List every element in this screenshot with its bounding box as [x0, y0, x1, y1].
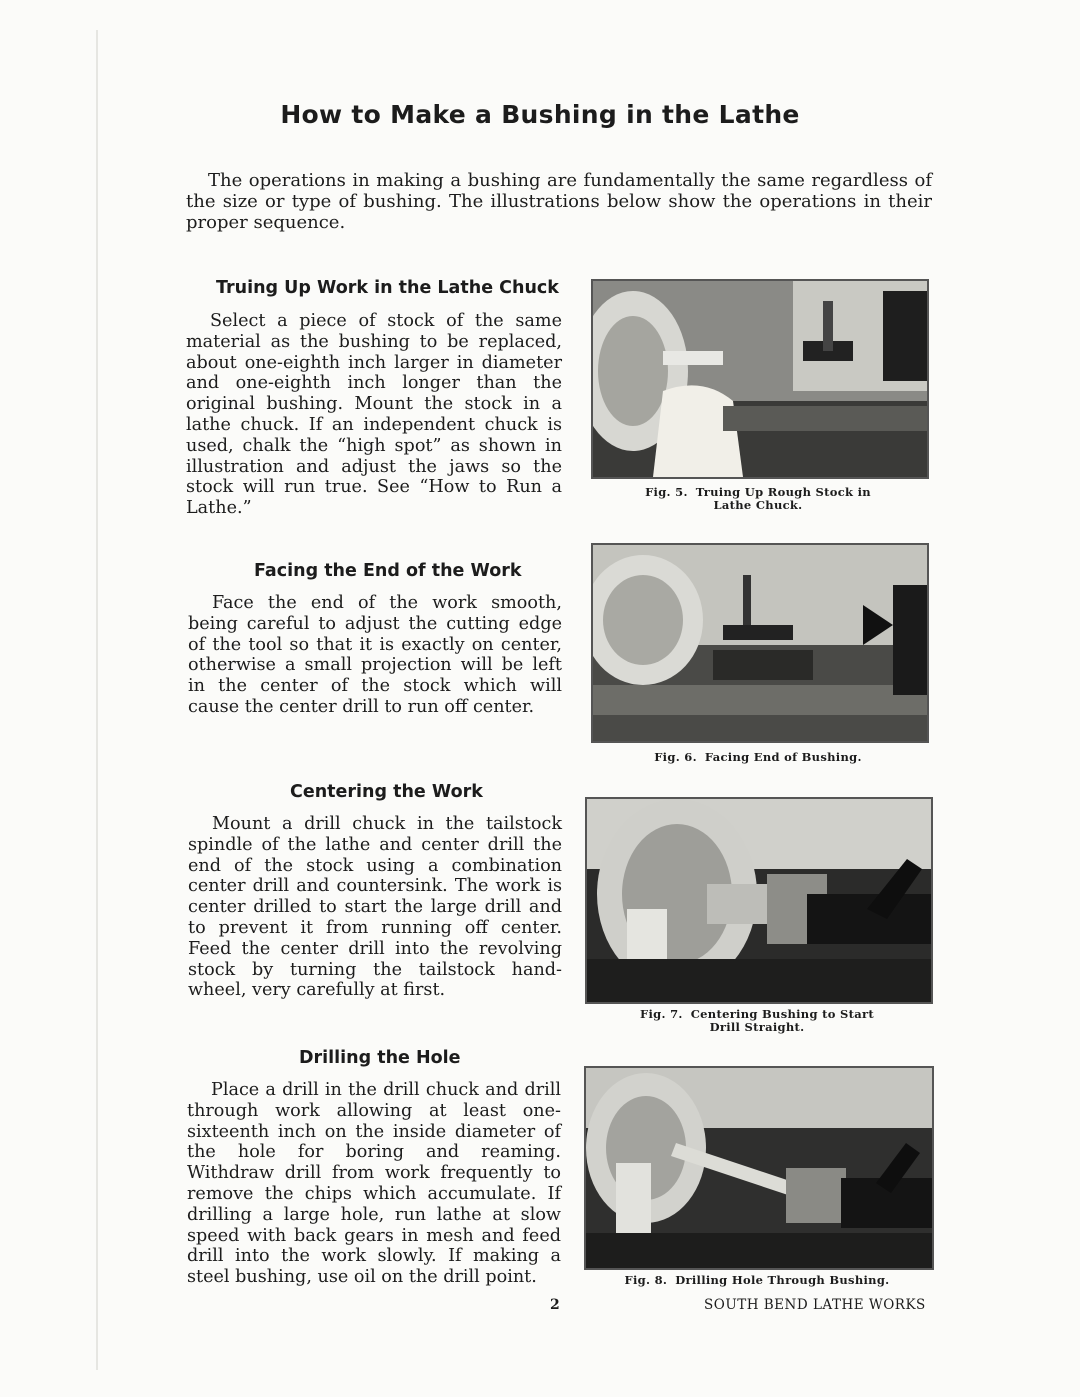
section-heading-facing: Facing the End of the Work [254, 561, 522, 581]
section-heading-drilling: Drilling the Hole [299, 1048, 461, 1068]
section-body-truing: Select a piece of stock of the same material as the bushing to be replaced, about one-eighth inch larger in diameter and one-eighth inch longer than the original bushing. Mount the stock in a lathe chuck. If an independent chuck is used, chalk the “high spot” as shown in illustration and adjust the jaws so the stock will run true. See “How to Run a Lathe.” [186, 311, 562, 519]
figure-6-caption-line1: Facing End of Bushing. [704, 750, 862, 764]
page-title: How to Make a Bushing in the Lathe [280, 100, 800, 129]
figure-7-number: Fig. 7. [640, 1007, 683, 1021]
page-edge [96, 30, 98, 1370]
section-body-facing: Face the end of the work smooth, being careful to adjust the cutting edge of the tool so that it is exactly on center, otherwise a small projection will be left in the center of the stock which will cause the center drill to run off center. [188, 593, 562, 717]
footer-publisher: SOUTH BEND LATHE WORKS [704, 1297, 926, 1313]
section-heading-truing: Truing Up Work in the Lathe Chuck [216, 278, 559, 298]
figure-7-caption-line2: Drill Straight. [709, 1020, 805, 1034]
figure-5-number: Fig. 5. [645, 485, 688, 499]
figure-5-caption [591, 486, 925, 512]
figure-8-caption-line1: Drilling Hole Through Bushing. [675, 1273, 890, 1287]
intro-paragraph: The operations in making a bushing are fundamentally the same regardless of the size or type of bushing. The illustrations below show the operations in their proper sequence. [186, 170, 932, 233]
figure-6-photo [591, 543, 929, 743]
page-number: 2 [550, 1297, 560, 1313]
section-body-centering: Mount a drill chuck in the tailstock spindle of the lathe and center drill the end of the stock using a combination center drill and countersink. The work is center drilled to start the large drill and to prevent it from running off center. Feed the center drill into the revolving stock by turning the tailstock hand-wheel, very carefully at first. [188, 814, 562, 1001]
section-heading-centering: Centering the Work [290, 782, 483, 802]
figure-8-photo [584, 1066, 934, 1270]
figure-7-photo [585, 797, 933, 1004]
figure-5-caption-line1: Truing Up Rough Stock in [695, 485, 871, 499]
section-body-drilling: Place a drill in the drill chuck and drill through work allowing at least one-sixteenth inch on the inside diameter of the hole for boring and reaming. Withdraw drill from work frequently to remove the chips which accumulate. If drilling a large hole, run lathe at slow speed with back gears in mesh and feed drill into the work slowly. If making a steel bushing, use oil on the drill point. [187, 1080, 561, 1288]
figure-7-caption [585, 1008, 929, 1034]
figure-6-number: Fig. 6. [654, 750, 697, 764]
figure-5-caption-line2: Lathe Chuck. [713, 498, 803, 512]
figure-8-number: Fig. 8. [624, 1273, 668, 1287]
figure-8-caption [584, 1274, 930, 1287]
figure-5-photo [591, 279, 929, 479]
figure-6-caption [591, 751, 925, 764]
figure-7-caption-line1: Centering Bushing to Start [690, 1007, 874, 1021]
